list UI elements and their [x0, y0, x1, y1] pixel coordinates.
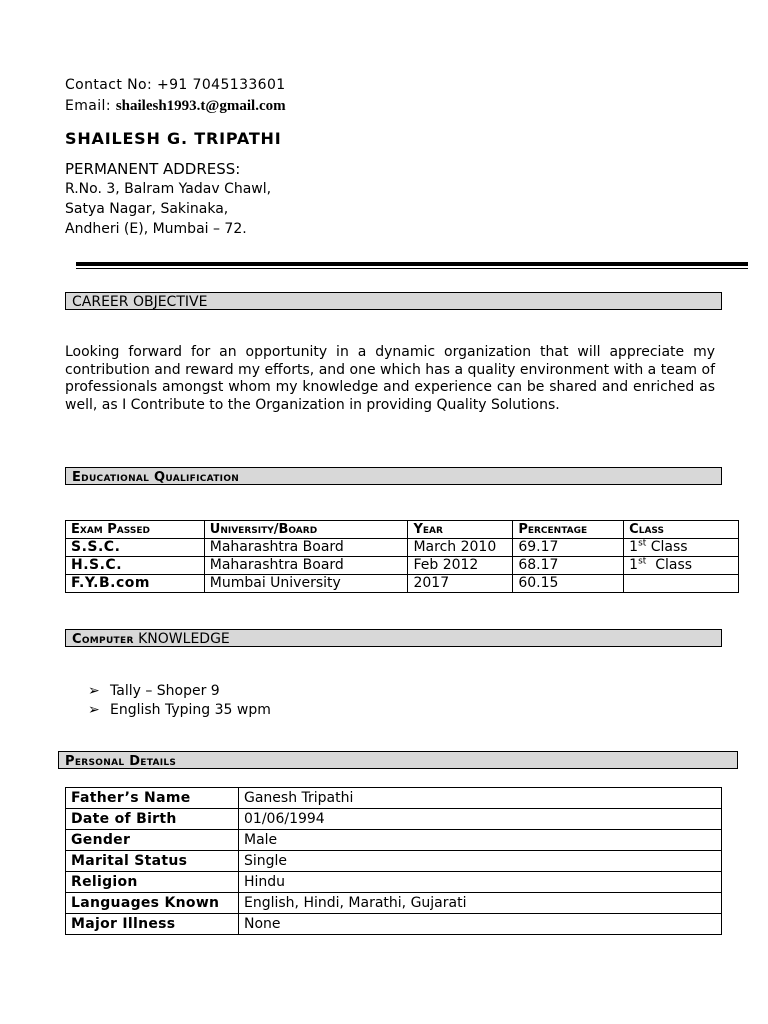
list-item [88, 701, 271, 720]
class-cell: 1st Class [624, 557, 739, 575]
year-cell: 2017 [408, 575, 513, 593]
detail-label: Languages Known [66, 893, 239, 914]
address-line: R.No. 3, Balram Yadav Chawl, [65, 181, 272, 197]
percentage-cell: 68.17 [513, 557, 624, 575]
detail-value: None [239, 914, 722, 935]
section-title-small: Computer [72, 632, 134, 647]
detail-label: Gender [66, 830, 239, 851]
column-header: Percentage [513, 521, 624, 539]
address-line: Satya Nagar, Sakinaka, [65, 201, 229, 217]
table-row [66, 539, 739, 557]
detail-value: 01/06/1994 [239, 809, 722, 830]
table-row [66, 830, 722, 851]
phone-label: Contact No: [65, 77, 153, 93]
column-header: Exam Passed [66, 521, 205, 539]
detail-label: Major Illness [66, 914, 239, 935]
contact-block [65, 75, 286, 117]
divider-thin [76, 268, 748, 269]
email-row [65, 96, 286, 117]
column-header: Class [624, 521, 739, 539]
address-block [65, 159, 271, 239]
exam-cell: S.S.C. [66, 539, 205, 557]
board-cell: Maharashtra Board [204, 539, 408, 557]
board-cell: Mumbai University [204, 575, 408, 593]
education-heading [65, 467, 722, 485]
table-row [66, 872, 722, 893]
detail-value: Hindu [239, 872, 722, 893]
email-address: shailesh1993.t@gmail.com [115, 98, 286, 114]
email-label: Email: [65, 98, 111, 114]
detail-label: Date of Birth [66, 809, 239, 830]
percentage-cell: 69.17 [513, 539, 624, 557]
personal-details-heading [58, 751, 738, 769]
arrow-bullet-icon: ➢ [88, 702, 100, 718]
career-objective-text: Looking forward for an opportunity in a dynamic organization that will appreciate my contribution and reward my efforts, and one which has a quality environment with a team of professionals amongst whom my knowledge and experience can be shared and enriched as well, as I Contribute to the Organization in providing Quality Solutions. [65, 344, 715, 413]
board-cell: Maharashtra Board [204, 557, 408, 575]
candidate-name: SHAILESH G. TRIPATHI [65, 129, 282, 148]
education-table [65, 520, 739, 593]
column-header: University/Board [204, 521, 408, 539]
computer-knowledge-heading [65, 629, 722, 647]
detail-label: Marital Status [66, 851, 239, 872]
list-item [88, 682, 271, 701]
section-title: CAREER OBJECTIVE [72, 294, 208, 310]
education-header-row [66, 521, 739, 539]
table-row [66, 893, 722, 914]
skill-text: English Typing 35 wpm [110, 702, 271, 718]
phone-number: +91 7045133601 [156, 77, 286, 93]
year-cell: March 2010 [408, 539, 513, 557]
detail-value: Single [239, 851, 722, 872]
divider-thick [76, 262, 748, 266]
table-row [66, 788, 722, 809]
percentage-cell: 60.15 [513, 575, 624, 593]
section-title-caps: KNOWLEDGE [138, 631, 230, 647]
year-cell: Feb 2012 [408, 557, 513, 575]
detail-value: Ganesh Tripathi [239, 788, 722, 809]
class-cell [624, 575, 739, 593]
address-line: Andheri (E), Mumbai – 72. [65, 221, 247, 237]
section-title: Educational Qualification [72, 470, 240, 485]
computer-skills-list [88, 682, 271, 720]
skill-text: Tally – Shoper 9 [110, 683, 220, 699]
table-row [66, 809, 722, 830]
detail-value: English, Hindi, Marathi, Gujarati [239, 893, 722, 914]
class-cell: 1st Class [624, 539, 739, 557]
personal-details-table [65, 787, 722, 935]
exam-cell: H.S.C. [66, 557, 205, 575]
table-row [66, 575, 739, 593]
section-title: Personal Details [65, 754, 177, 769]
arrow-bullet-icon: ➢ [88, 683, 100, 699]
table-row [66, 914, 722, 935]
career-objective-heading [65, 292, 722, 310]
detail-label: Father’s Name [66, 788, 239, 809]
table-row [66, 851, 722, 872]
detail-label: Religion [66, 872, 239, 893]
phone-row [65, 75, 286, 96]
table-row [66, 557, 739, 575]
address-heading: PERMANENT ADDRESS: [65, 160, 241, 178]
exam-cell: F.Y.B.com [66, 575, 205, 593]
detail-value: Male [239, 830, 722, 851]
column-header: Year [408, 521, 513, 539]
